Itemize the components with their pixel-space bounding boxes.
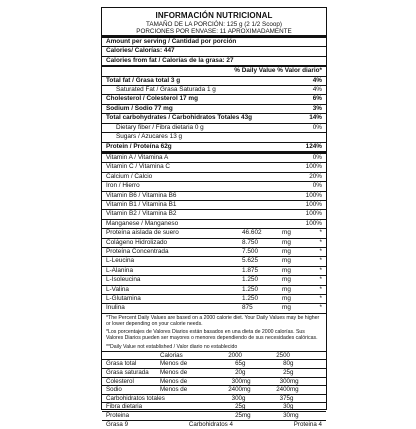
ct-2000-unit: g	[242, 394, 246, 402]
ct-2000: 25	[235, 403, 242, 411]
ingredient-unit: mg	[282, 304, 291, 312]
ct-2000: 2400	[228, 386, 242, 394]
nutrient-label: Sugars / Azucares 13 g	[116, 133, 183, 141]
ct-2500: 30	[283, 412, 290, 419]
vitamin-dv: 100%	[305, 219, 322, 227]
vitamin-dv: 0%	[312, 153, 322, 161]
ct-2000-unit: mg	[242, 377, 251, 385]
ct-2000-unit: mg	[242, 412, 251, 419]
ingredient-name: Proteína Concentrada	[106, 247, 169, 255]
ct-qualifier: Menos de	[160, 369, 188, 377]
ingredient-name: L-Valina	[106, 285, 129, 293]
ct-2500-unit: mg	[290, 377, 299, 385]
ingredient-amount: 1.250	[242, 276, 258, 284]
ingredient-dv: *	[319, 295, 322, 303]
ingredient-values	[242, 295, 322, 303]
ingredient-name: Proteína aislada de suero	[106, 229, 179, 237]
ingredient-amount: 1.250	[242, 285, 258, 293]
ingredient-name: L-Isoleucina	[106, 276, 141, 284]
nutrient-dv: 0%	[312, 123, 322, 131]
nutrient-label: Protein / Proteína 62g	[106, 142, 172, 150]
vitamin-dv: 100%	[305, 163, 322, 171]
nutrient-dv: 4%	[312, 86, 322, 94]
vitamin-row	[102, 163, 326, 171]
vitamin-dv: 100%	[305, 200, 322, 208]
ct-2000: 2000	[228, 351, 242, 359]
ct-2500-unit: mg	[290, 412, 299, 419]
ingredient-values	[242, 276, 322, 284]
vitamin-row	[102, 182, 326, 190]
ct-2000: 25	[235, 412, 242, 419]
ct-2500: 2500	[276, 351, 290, 359]
label-header	[102, 8, 326, 35]
ingredient-unit: mg	[282, 266, 291, 274]
ingredient-name: Colágeno Hidrolizado	[106, 238, 168, 246]
ct-2500-unit: g	[290, 403, 294, 411]
vitamin-row	[102, 220, 326, 228]
ingredient-amount: 8.750	[242, 238, 258, 246]
ingredient-dv: *	[319, 247, 322, 255]
nutrient-row	[102, 114, 326, 122]
ingredient-amount: 7.500	[242, 247, 258, 255]
ingredient-dv: *	[319, 304, 322, 312]
ingredient-row	[102, 295, 326, 303]
ingredient-dv: *	[319, 285, 322, 293]
ct-qualifier: Menos de	[160, 377, 188, 385]
footnote-es: *Los porcentajes de Valores Diarios están basados en una dieta de 2000 calorías. Sus Valores Diarios pueden ser mayores o menores dependiendo de sus necesidades calóricas.	[106, 329, 318, 342]
ct-2500-unit: mg	[290, 386, 299, 394]
nutrient-label: Sodium / Sodio 77 mg	[106, 104, 173, 112]
nutrient-dv: 6%	[312, 95, 322, 103]
calorie-table-header	[102, 352, 326, 360]
vitamin-dv: 100%	[305, 191, 322, 199]
nutrient-label: Cholesterol / Colesterol 17 mg	[106, 95, 198, 103]
vitamin-dv: 20%	[309, 172, 322, 180]
ct-2500-unit: g	[290, 360, 294, 368]
vitamin-row	[102, 192, 326, 200]
ct-qualifier: Calorias	[160, 351, 183, 359]
vitamin-row	[102, 173, 326, 181]
caloric-units-row	[102, 421, 326, 429]
ct-label: Sodio	[106, 386, 122, 394]
nutrient-dv: 4%	[312, 76, 322, 84]
ct-label: Proteina	[106, 412, 130, 419]
vitamin-row	[102, 154, 326, 162]
ct-2000-unit: g	[242, 369, 246, 377]
ct-2000: 300	[231, 394, 242, 402]
ct-2000-unit: mg	[242, 386, 251, 394]
nutrient-label: Dietary fiber / Fibra dietaria 0 g	[116, 123, 204, 131]
nutrient-dv: 124%	[305, 142, 322, 150]
ingredient-row	[102, 267, 326, 275]
calorie-table-row	[102, 395, 326, 403]
ingredient-row	[102, 239, 326, 247]
ingredients-section	[102, 229, 326, 313]
calorie-table-row	[102, 360, 326, 368]
units-carbs: Carbohidratos 4	[188, 420, 233, 428]
servings-per-container: PORCIONES POR ENVASE: 11 APROXIMADAMENTE	[136, 28, 292, 35]
ct-qualifier: Menos de	[160, 360, 188, 368]
ingredient-values	[242, 286, 322, 294]
calorie-table-row	[102, 412, 326, 420]
ct-label: Grasa total	[106, 360, 137, 368]
ingredient-name: L-Leucina	[106, 257, 135, 265]
ingredient-values	[242, 304, 322, 312]
ct-label: Carbohidratos totales	[106, 394, 165, 402]
ingredient-name: Inulina	[106, 304, 125, 312]
ingredient-unit: mg	[282, 229, 291, 237]
nutrient-row	[102, 95, 326, 103]
vitamin-dv: 100%	[305, 210, 322, 218]
ingredient-unit: mg	[282, 257, 291, 265]
ingredient-row	[102, 248, 326, 256]
nutrient-row	[102, 133, 326, 141]
ct-qualifier: Menos de	[160, 386, 188, 394]
ct-2000: 65	[235, 360, 242, 368]
units-protein: Proteina 4	[293, 420, 322, 428]
ct-2500-unit: g	[290, 369, 294, 377]
ingredient-dv: *	[319, 229, 322, 237]
vitamin-row	[102, 201, 326, 209]
ingredient-amount: 1.250	[242, 295, 258, 303]
ingredient-values	[242, 257, 322, 265]
ingredient-unit: mg	[282, 276, 291, 284]
nutrient-row	[102, 143, 326, 151]
nutrition-facts-label	[101, 7, 327, 428]
calorie-table-row	[102, 369, 326, 377]
ingredient-amount: 46.602	[242, 229, 262, 237]
vitamin-label: Vitamin B6 / Vitamina B6	[106, 191, 177, 199]
nutrient-row	[102, 105, 326, 113]
calorie-reference-table	[102, 352, 326, 420]
ingredient-row	[102, 257, 326, 265]
ct-label: Colesterol	[106, 377, 134, 385]
calorie-table-row	[102, 386, 326, 394]
nutrient-label: Total carbohydrates / Carbohidratos Totales 43g	[106, 114, 253, 122]
nutrient-dv: 14%	[309, 114, 322, 122]
daily-value-header: % Daily Value % Valor diario*	[234, 67, 322, 75]
nutrient-label: Saturated Fat / Grasa Saturada 1 g	[116, 86, 216, 94]
vitamin-label: Iron / Hierro	[106, 182, 140, 190]
vitamin-label: Manganese / Manganeso	[106, 219, 179, 227]
serving-size: TAMAÑO DE LA PORCIÓN: 125 g (2 1/2 Scoop)	[145, 20, 283, 28]
vitamin-row	[102, 210, 326, 218]
footnote-not-established: **Daily Value not established / Valor diario no establecido	[106, 343, 238, 350]
vitamin-label: Calcium / Calcio	[106, 172, 153, 180]
ct-label: Grasa saturada	[106, 369, 149, 377]
nutrient-row	[102, 124, 326, 132]
ct-2500-unit: g	[290, 394, 294, 402]
calories-from-fat-row: Calories from fat / Calorías de la grasa: 27	[106, 56, 234, 64]
ct-2500: 375	[279, 394, 290, 402]
label-title: INFORMACIÓN NUTRICIONAL	[155, 11, 273, 20]
ct-label: Fibra dietaria	[106, 403, 143, 411]
ingredient-unit: mg	[282, 295, 291, 303]
vitamin-label: Vitamin C / Vitamina C	[106, 163, 171, 171]
ingredient-values	[242, 248, 322, 256]
ct-2000-unit: g	[242, 403, 246, 411]
ingredient-unit: mg	[282, 247, 291, 255]
ct-2000: 20	[235, 369, 242, 377]
ingredient-amount: 5.625	[242, 257, 258, 265]
amount-per-serving: Amount per serving / Cantidad por porción	[106, 38, 237, 46]
ct-2500: 80	[283, 360, 290, 368]
vitamin-label: Vitamin B2 / Vitamina B2	[106, 210, 177, 218]
ct-2500: 30	[283, 403, 290, 411]
ingredient-amount: 1.875	[242, 266, 258, 274]
ct-2000: 300	[231, 377, 242, 385]
nutrient-row	[102, 86, 326, 94]
ingredient-dv: *	[319, 266, 322, 274]
calories-row: Calories/ Calorías: 447	[106, 47, 175, 55]
vitamin-label: Vitamin B1 / Vitamina B1	[106, 200, 177, 208]
ingredient-row	[102, 229, 326, 237]
calorie-table-row	[102, 378, 326, 386]
ingredient-values	[242, 267, 322, 275]
vitamin-label: Vitamin A / Vitamina A	[106, 153, 169, 161]
ingredient-row	[102, 304, 326, 312]
ct-2500: 2400	[276, 386, 290, 394]
nutrient-dv: 3%	[312, 104, 322, 112]
ingredient-values	[242, 239, 322, 247]
ingredient-unit: mg	[282, 285, 291, 293]
calorie-table-row	[102, 403, 326, 411]
ingredient-row	[102, 286, 326, 294]
macros-section	[102, 77, 326, 151]
units-fat: Grasa 9	[106, 420, 129, 428]
ingredient-unit: mg	[282, 238, 291, 246]
footnote-en: *The Percent Daily Values are based on a 2000 calorie diet. Your Daily Values may be higher or lower depending on your calorie needs.	[106, 314, 320, 328]
vitamins-section	[102, 154, 326, 229]
nutrient-row	[102, 77, 326, 85]
vitamin-dv: 0%	[312, 182, 322, 190]
nutrient-label: Total fat / Grasa total 3 g	[106, 76, 181, 84]
ct-2500: 25	[283, 369, 290, 377]
ingredient-name: L-Glutamina	[106, 295, 141, 303]
ingredient-dv: *	[319, 257, 322, 265]
ingredient-values	[242, 229, 322, 237]
ingredient-dv: *	[319, 238, 322, 246]
ingredient-name: L-Alanina	[106, 266, 134, 274]
ingredient-row	[102, 276, 326, 284]
ct-2500: 300	[279, 377, 290, 385]
ingredient-amount: 875	[242, 304, 253, 312]
ingredient-dv: *	[319, 276, 322, 284]
ct-2000-unit: g	[242, 360, 246, 368]
